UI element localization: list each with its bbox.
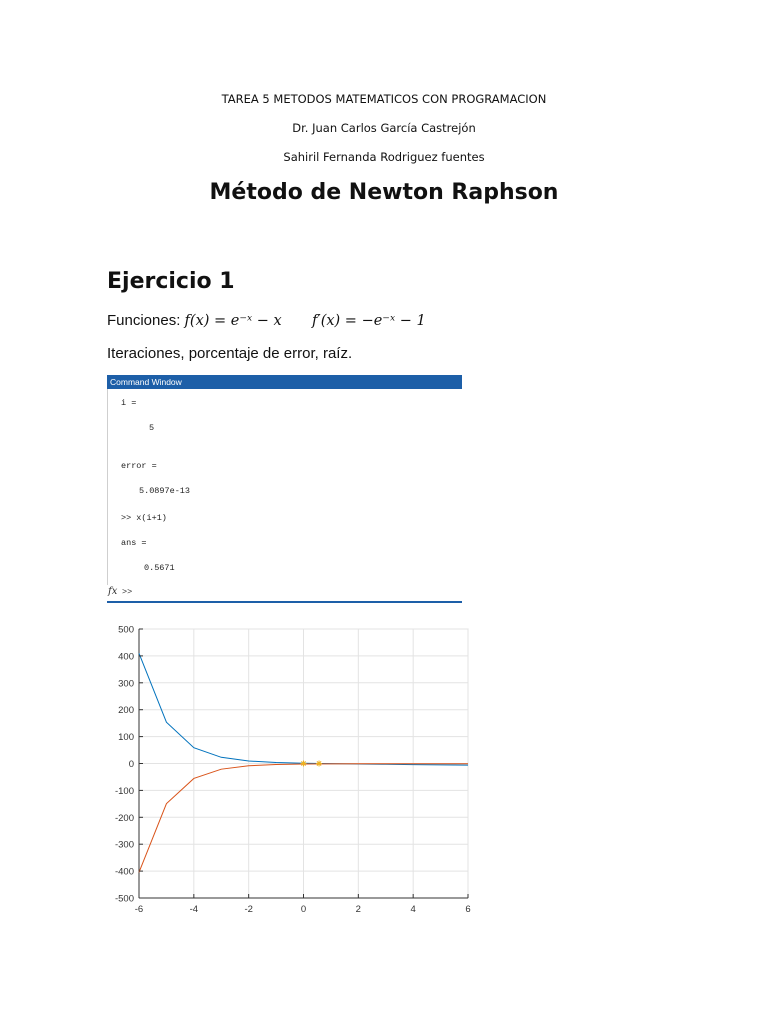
prompt-text: >> <box>122 587 133 597</box>
output-ans-value: 0.5671 <box>144 563 175 573</box>
y-tick-label: -300 <box>114 839 134 851</box>
student-name: Sahiril Fernanda Rodriguez fuentes <box>283 150 485 164</box>
function-browser-icon[interactable]: fx <box>108 586 118 597</box>
y-tick-label: 500 <box>118 624 134 636</box>
professor-name: Dr. Juan Carlos García Castrejón <box>292 121 476 135</box>
x-tick-label: 0 <box>300 904 307 915</box>
command-window-title: Command Window <box>107 375 462 389</box>
x-tick-label: -2 <box>244 904 253 915</box>
x-tick-label: -4 <box>189 904 199 915</box>
iterations-description: Iteraciones, porcentaje de error, raíz. <box>107 345 353 362</box>
y-tick-label: -500 <box>114 893 134 905</box>
y-tick-label: 100 <box>118 732 134 744</box>
output-ans-label: ans = <box>121 538 147 548</box>
root-marker-1 <box>301 761 307 767</box>
y-tick-label: 300 <box>118 678 134 690</box>
output-error-label: error = <box>121 461 157 471</box>
x-tick-label: 4 <box>410 904 416 915</box>
page-title: Método de Newton Raphson <box>209 180 559 205</box>
x-tick-label: 6 <box>465 904 471 915</box>
x-tick-label: -6 <box>134 904 144 915</box>
y-tick-label: 400 <box>118 651 134 663</box>
output-i-label: i = <box>121 398 137 408</box>
output-error-value: 5.0897e-13 <box>139 486 191 496</box>
y-tick-label: 0 <box>128 759 134 770</box>
y-tick-label: -400 <box>114 866 134 878</box>
output-i-value: 5 <box>149 423 155 433</box>
y-tick-label: -200 <box>114 812 134 824</box>
assignment-title: TAREA 5 METODOS MATEMATICOS CON PROGRAMACION <box>221 92 547 106</box>
y-tick-label: 200 <box>118 705 134 717</box>
output-command: >> x(i+1) <box>121 513 167 523</box>
exercise-heading: Ejercicio 1 <box>107 269 235 294</box>
x-tick-label: 2 <box>355 904 361 915</box>
functions-label: Funciones: <box>107 312 181 329</box>
function-fprime: f′(x) = −e⁻ˣ − 1 <box>312 313 426 329</box>
y-tick-label: -100 <box>114 785 134 797</box>
function-f: f(x) = e⁻ˣ − x <box>184 313 282 329</box>
